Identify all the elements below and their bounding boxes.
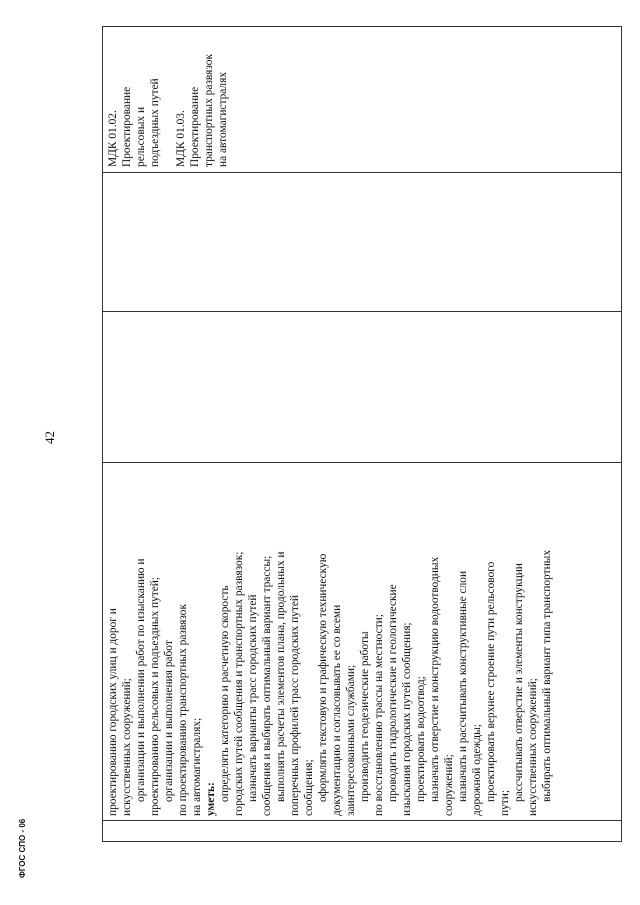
competency-line: проводить гидрологические и геологические [387,584,399,802]
competency-line: проектированию городских улиц и дорог и [107,608,119,816]
competency-line: поперечных профилей трасс городских путей [289,595,301,816]
competency-line: сообщения; [303,759,315,816]
competency-line: выполнять расчеты элементов плана, продольных и [275,551,287,802]
competency-line: проектированию рельсовых и подъездных путей; [149,576,161,816]
competency-line: назначать отверстие и конструкцию водоотводных [429,556,441,802]
competency-line: дорожной одежды; [471,724,483,816]
competency-line: на автомагистралях; [191,717,203,816]
rotated-page [102,32,622,842]
competency-line: по проектированию транспортных развязок [177,603,189,816]
competency-line: пути; [499,789,511,816]
competency-line: документацию и согласовывать ее со всеми [331,604,343,816]
competency-line: организации и выполнения работ [163,640,175,802]
competency-line: рассчитывать отверстие и элементы конструкции [513,563,525,802]
competencies-cell [103,463,622,821]
hours-cell [103,312,622,463]
document-footer: ФГОС СПО - 06 [18,818,27,878]
mdk-line: Проектирование [189,86,201,167]
competency-line: назначать варианты трасс городских путей [247,594,259,802]
competency-line: уметь: [205,782,217,816]
competency-line: сооружений; [443,754,455,816]
extra-cell [103,173,622,312]
mdk-cell [103,27,622,173]
competency-line: сообщения и выбирать оптимальный вариант трассы; [261,555,273,816]
mdk-line: подъездных путей [149,78,161,167]
competency-line: выбирать оптимальный вариант типа транспортных [541,549,553,802]
mdk-gap [162,32,174,167]
table-row [103,27,622,842]
mdk-line: МДК 01.03. [175,110,187,167]
mdk-line: МДК 01.02. [107,110,119,167]
page-number: 42 [42,431,57,444]
competency-line: назначать и рассчитывать конструктивные слои [457,570,469,802]
competency-line: производить геодезические работы [359,631,371,802]
competency-line: оформлять текстовую и графическую техническую [317,553,329,802]
competency-line: по восстановлению трассы на местности; [373,614,385,816]
competency-line: изыскания городских путей сообщения; [401,622,413,816]
competency-line: заинтересованными службами; [345,664,357,816]
mdk-line: транспортных развязок [203,53,215,167]
curriculum-table [102,26,622,842]
competency-line: организации и выполнении работ по изысканию и [135,558,147,802]
mdk-line: на автомагистралях [217,71,229,167]
index-cell [103,821,622,842]
competencies-text [103,463,554,820]
mdk-list [103,27,230,172]
competency-line: проектировать водоотвод; [415,676,427,802]
competency-line: определять категорию и расчетную скорость [219,585,231,802]
competency-line: городских путей сообщения и транспортных развязок; [233,551,245,816]
competency-line: искусственных сооружений; [527,678,539,816]
mdk-line: рельсовых и [135,106,147,167]
competency-line: проектировать верхнее строение пути рельсового [485,561,497,802]
competency-line: искусственных сооружений; [121,678,133,816]
mdk-line: Проектирование [121,86,133,167]
